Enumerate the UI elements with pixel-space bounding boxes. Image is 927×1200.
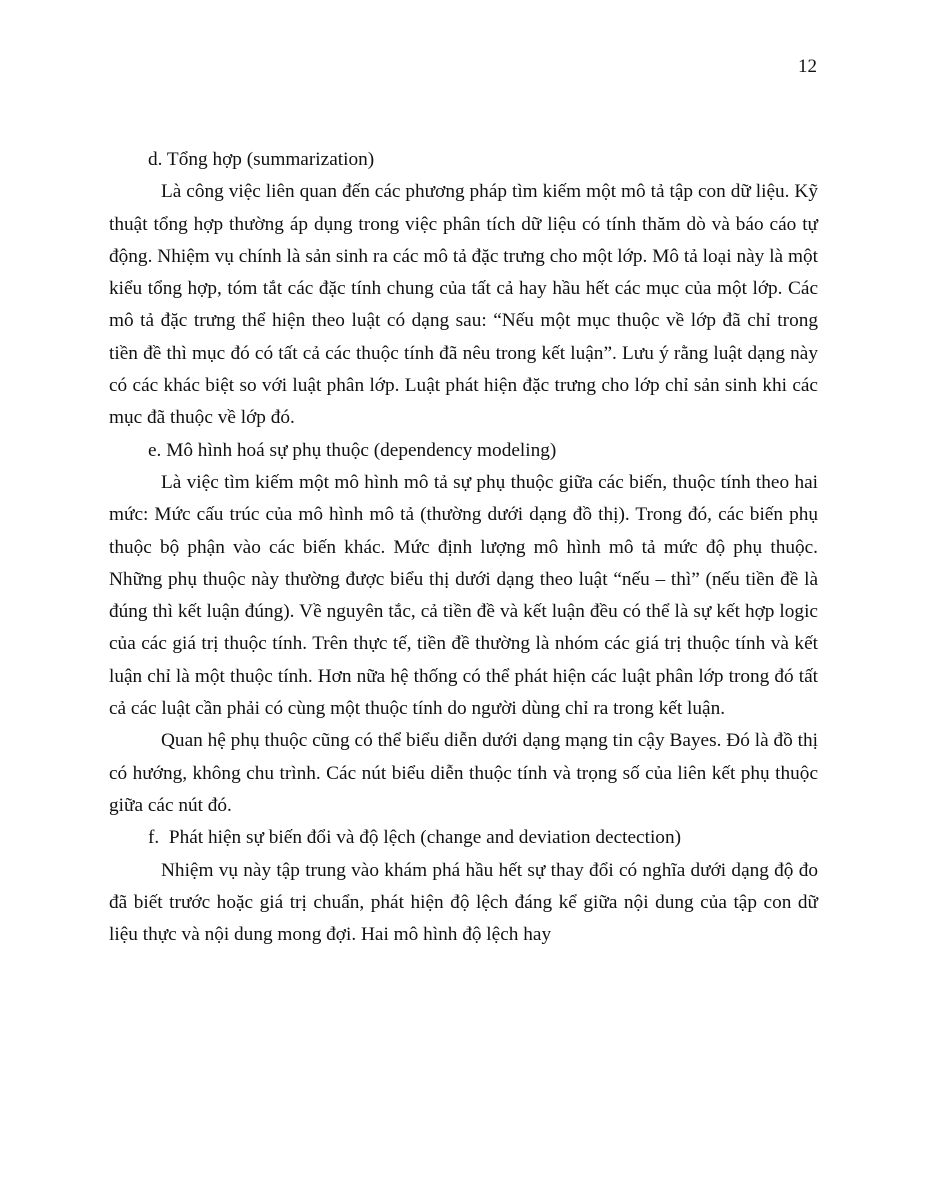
section-heading-change-deviation: f. Phát hiện sự biến đổi và độ lệch (change and deviation dectection)	[148, 827, 682, 849]
page-body	[109, 144, 818, 951]
paragraph-bayes-network: Quan hệ phụ thuộc cũng có thể biểu diễn dưới dạng mạng tin cậy Bayes. Đó là đồ thị có hướng, không chu trình. Các nút biểu diễn thuộc tính và trọng số của liên kết phụ thuộc giữa các nút đó.	[109, 730, 818, 816]
section-heading-dependency-modeling: e. Mô hình hoá sự phụ thuộc (dependency modeling)	[148, 439, 557, 461]
paragraph-summarization: Là công việc liên quan đến các phương pháp tìm kiếm một mô tả tập con dữ liệu. Kỹ thuật tổng hợp thường áp dụng trong việc phân tích dữ liệu có tính thăm dò và báo cáo tự động. Nhiệm vụ chính là sản sinh ra các mô tả đặc trưng cho một lớp. Mô tả loại này là một kiểu tổng hợp, tóm tắt các đặc tính chung của tất cả hay hầu hết các mục của một lớp. Các mô tả đặc trưng thể hiện theo luật có dạng sau: “Nếu một mục thuộc về lớp đã chỉ trong tiền đề thì mục đó có tất cả các thuộc tính đã nêu trong kết luận”. Lưu ý rằng luật dạng này có các khác biệt so với luật phân lớp. Luật phát hiện đặc trưng cho lớp chỉ sản sinh khi các mục đã thuộc về lớp đó.	[109, 181, 818, 429]
page-number: 12	[798, 56, 817, 77]
section-heading-summarization: d. Tổng hợp (summarization)	[148, 149, 375, 170]
paragraph-dependency-modeling: Là việc tìm kiếm một mô hình mô tả sự phụ thuộc giữa các biến, thuộc tính theo hai mức: Mức cấu trúc của mô hình mô tả (thường dưới dạng đồ thị). Trong đó, các biến phụ thuộc bộ phận vào các biến khác. Mức định lượng mô hình mô tả mức độ phụ thuộc. Những phụ thuộc này thường được biểu thị dưới dạng theo luật “nếu – thì” (nếu tiền đề là đúng thì kết luận đúng). Về nguyên tắc, cả tiền đề và kết luận đều có thể là sự kết hợp logic của các giá trị thuộc tính. Trên thực tế, tiền đề thường là nhóm các giá trị thuộc tính và kết luận chỉ là một thuộc tính. Hơn nữa hệ thống có thể phát hiện các luật phân lớp trong đó tất cả các luật cần phải có cùng một thuộc tính do người dùng chỉ ra trong kết luận.	[109, 471, 818, 720]
paragraph-change-deviation: Nhiệm vụ này tập trung vào khám phá hầu hết sự thay đổi có nghĩa dưới dạng độ đo đã biết trước hoặc giá trị chuẩn, phát hiện độ lệch đáng kể giữa nội dung của tập con dữ liệu thực và nội dung mong đợi. Hai mô hình độ lệch hay	[109, 859, 818, 946]
